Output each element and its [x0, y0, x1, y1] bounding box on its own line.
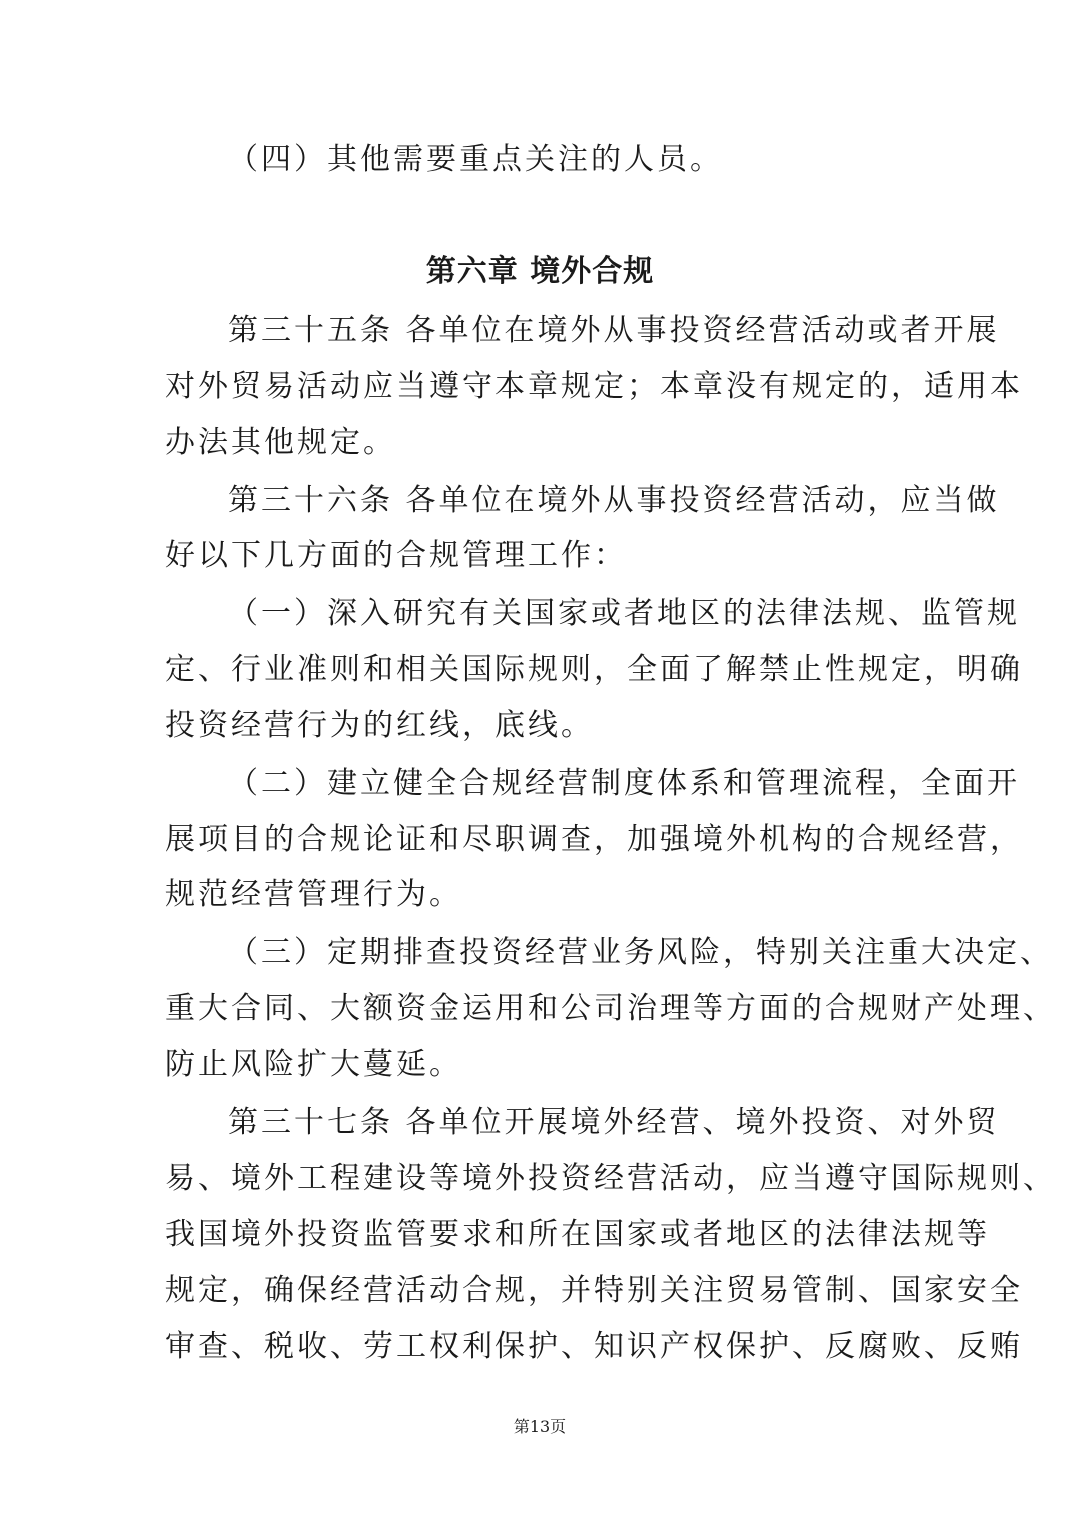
item-2-line-3: 规范经营管理行为。 [165, 877, 462, 912]
item-2-line-2: 展项目的合规论证和尽职调查，加强境外机构的合规经营， [165, 822, 1023, 857]
article-37-line-3: 我国境外投资监管要求和所在国家或者地区的法律法规等 [165, 1217, 990, 1252]
paragraph-item-4: （四）其他需要重点关注的人员。 [228, 142, 723, 177]
item-1-line-3: 投资经营行为的红线，底线。 [165, 708, 594, 743]
article-37-line-5: 审查、税收、劳工权利保护、知识产权保护、反腐败、反贿 [165, 1329, 1023, 1364]
item-3-line-3: 防止风险扩大蔓延。 [165, 1047, 462, 1082]
item-3-line-2: 重大合同、大额资金运用和公司治理等方面的合规财产处理、 [165, 991, 1056, 1026]
article-35-line-2: 对外贸易活动应当遵守本章规定；本章没有规定的，适用本 [165, 369, 1023, 404]
article-36-line-2: 好以下几方面的合规管理工作： [165, 538, 627, 573]
article-37-line-4: 规定，确保经营活动合规，并特别关注贸易管制、国家安全 [165, 1273, 1023, 1308]
article-37-line-2: 易、境外工程建设等境外投资经营活动，应当遵守国际规则、 [165, 1161, 1056, 1196]
article-35-line-3: 办法其他规定。 [165, 425, 396, 460]
article-35-line-1: 第三十五条 各单位在境外从事投资经营活动或者开展 [228, 313, 1000, 348]
chapter-title: 第六章 境外合规 [425, 254, 655, 289]
item-3-line-1: （三）定期排查投资经营业务风险，特别关注重大决定、 [228, 935, 1053, 970]
item-1-line-2: 定、行业准则和相关国际规则，全面了解禁止性规定，明确 [165, 652, 1023, 687]
item-2-line-1: （二）建立健全合规经营制度体系和管理流程，全面开 [228, 766, 1020, 801]
item-1-line-1: （一）深入研究有关国家或者地区的法律法规、监管规 [228, 596, 1020, 631]
page-number: 第13页 [513, 1417, 567, 1436]
article-37-line-1: 第三十七条 各单位开展境外经营、境外投资、对外贸 [228, 1105, 1000, 1140]
article-36-line-1: 第三十六条 各单位在境外从事投资经营活动，应当做 [228, 483, 1000, 518]
